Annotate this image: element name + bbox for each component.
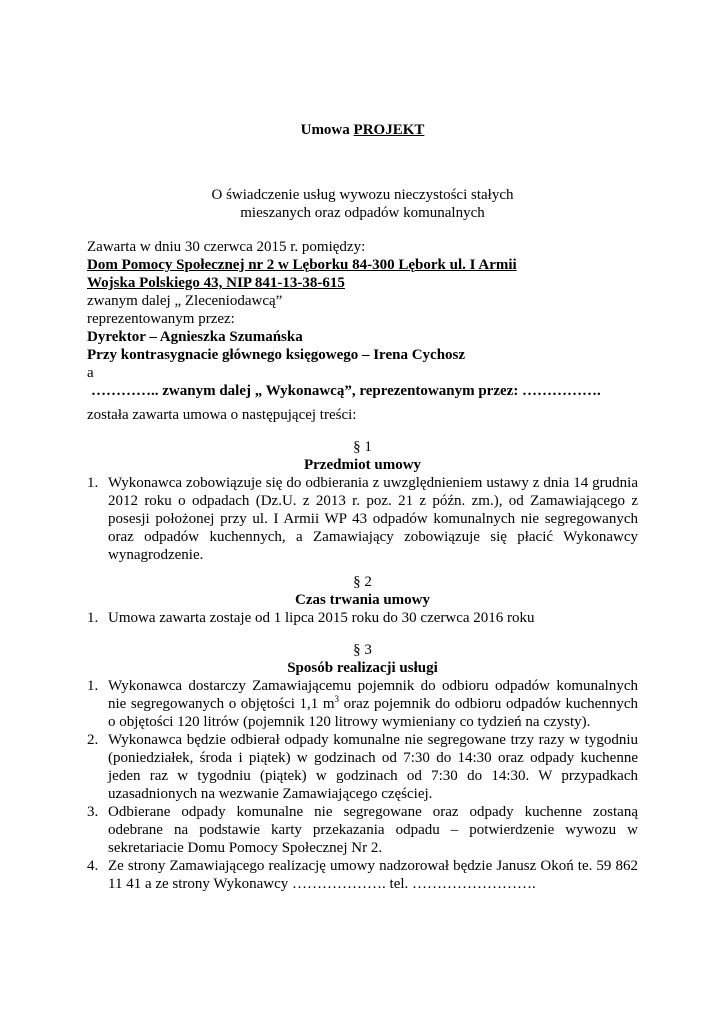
list-item [87, 857, 638, 893]
client-alias: zwanym dalej „ Zleceniodawcą” [87, 293, 283, 309]
list-item [87, 731, 638, 803]
item-number: 1. [87, 678, 99, 694]
item-number: 1. [87, 610, 99, 626]
item-text: Ze strony Zamawiającego realizację umowy nadzorował będzie Janusz Okoń te. 59 862 11 41 a ze strony Wykonawcy ………………. tel. ……………………. [108, 858, 638, 892]
item-number: 3. [87, 804, 99, 820]
contractor-line: ………….. zwanym dalej „ Wykonawcą”, reprezentowanym przez: ……………. [91, 383, 601, 399]
subject-line: O świadczenie usług wywozu nieczystości stałych [211, 187, 514, 203]
director-line: Dyrektor – Agnieszka Szumańska [87, 329, 303, 345]
subject-line: mieszanych oraz odpadów komunalnych [240, 205, 485, 221]
section-2-list [87, 609, 638, 627]
item-text: Odbierane odpady komunalne nie segregowane oraz odpady kuchenne zostaną odebrane na podstawie karty przekazania odpadu – potwierdzenie wywozu w sekretariacie Domu Pomocy Społecznej Nr 2. [108, 804, 638, 856]
section-1-list [87, 474, 638, 564]
item-text-part: Wykonawca dostarczy Zamawiającemu pojemnik do odbioru odpadów komunalnych nie segregowanych o objętości 1,1 m [108, 678, 638, 712]
parties-block [87, 238, 638, 400]
item-text: Umowa zawarta zostaje od 1 lipca 2015 roku do 30 czerwca 2016 roku [108, 610, 535, 626]
contract-subject [87, 186, 638, 222]
parties-intro: Zawarta w dniu 30 czerwca 2015 r. pomiędzy: [87, 239, 366, 255]
client-address-line: Wojska Polskiego 43, NIP 841-13-38-615 [87, 275, 345, 291]
item-text: Wykonawca będzie odbierał odpady komunalne nie segregowane trzy razy w tygodniu (poniedziałek, środa i piątek) w godzinach od 7:30 do 14:30 oraz odpady kuchenne jeden raz w tygodniu (piątek) w godzinach od 7:30 do 14:30. W przypadkach uzasadnionych na wezwanie Zamawiającego częściej. [108, 732, 638, 802]
title-prefix: Umowa [300, 122, 354, 138]
item-number: 4. [87, 858, 99, 874]
represented-by: reprezentowanym przez: [87, 311, 235, 327]
item-text-part: oraz pojemnik do odbioru odpadów kuchennych o objętości 120 litrów (pojemnik 120 litrowy wymieniany co tydzień na czysty). [108, 696, 638, 730]
section-3-list [87, 677, 638, 893]
section-number: § 2 [353, 574, 372, 590]
section-number: § 3 [353, 642, 372, 658]
client-name-line: Dom Pomocy Społecznej nr 2 w Lęborku 84-300 Lębork ul. I Armii [87, 257, 517, 273]
section-heading: Przedmiot umowy [303, 457, 422, 473]
item-text: Wykonawca zobowiązuje się do odbierania z uwzględnieniem ustawy z dnia 14 grudnia 2012 roku o odpadach (Dz.U. z 2013 r. poz. 21 z późn. zm.), od Zamawiającego z posesji położonej przy ul. I Armii WP 43 odpadów komunalnych nie segregowanych oraz odpadów kuchennych, a Zamawiający zobowiązuje się płacić Wykonawcy wynagrodzenie. [108, 475, 638, 563]
closing-line: została zawarta umowa o następującej treści: [87, 407, 357, 423]
and-line: a [87, 365, 94, 381]
title-emphasis: PROJEKT [353, 122, 425, 138]
list-item [87, 677, 638, 731]
item-number: 1. [87, 475, 99, 491]
list-item [87, 474, 638, 564]
countersign-line: Przy kontrasygnacie głównego księgowego – Irena Cychosz [87, 347, 466, 363]
document-title [87, 121, 638, 139]
section-heading: Sposób realizacji usługi [287, 660, 438, 676]
list-item [87, 803, 638, 857]
list-item [87, 609, 638, 627]
superscript-exponent: 3 [334, 694, 340, 704]
section-number: § 1 [353, 439, 372, 455]
item-number: 2. [87, 732, 99, 748]
section-heading: Czas trwania umowy [295, 592, 430, 608]
item-text [108, 677, 638, 731]
